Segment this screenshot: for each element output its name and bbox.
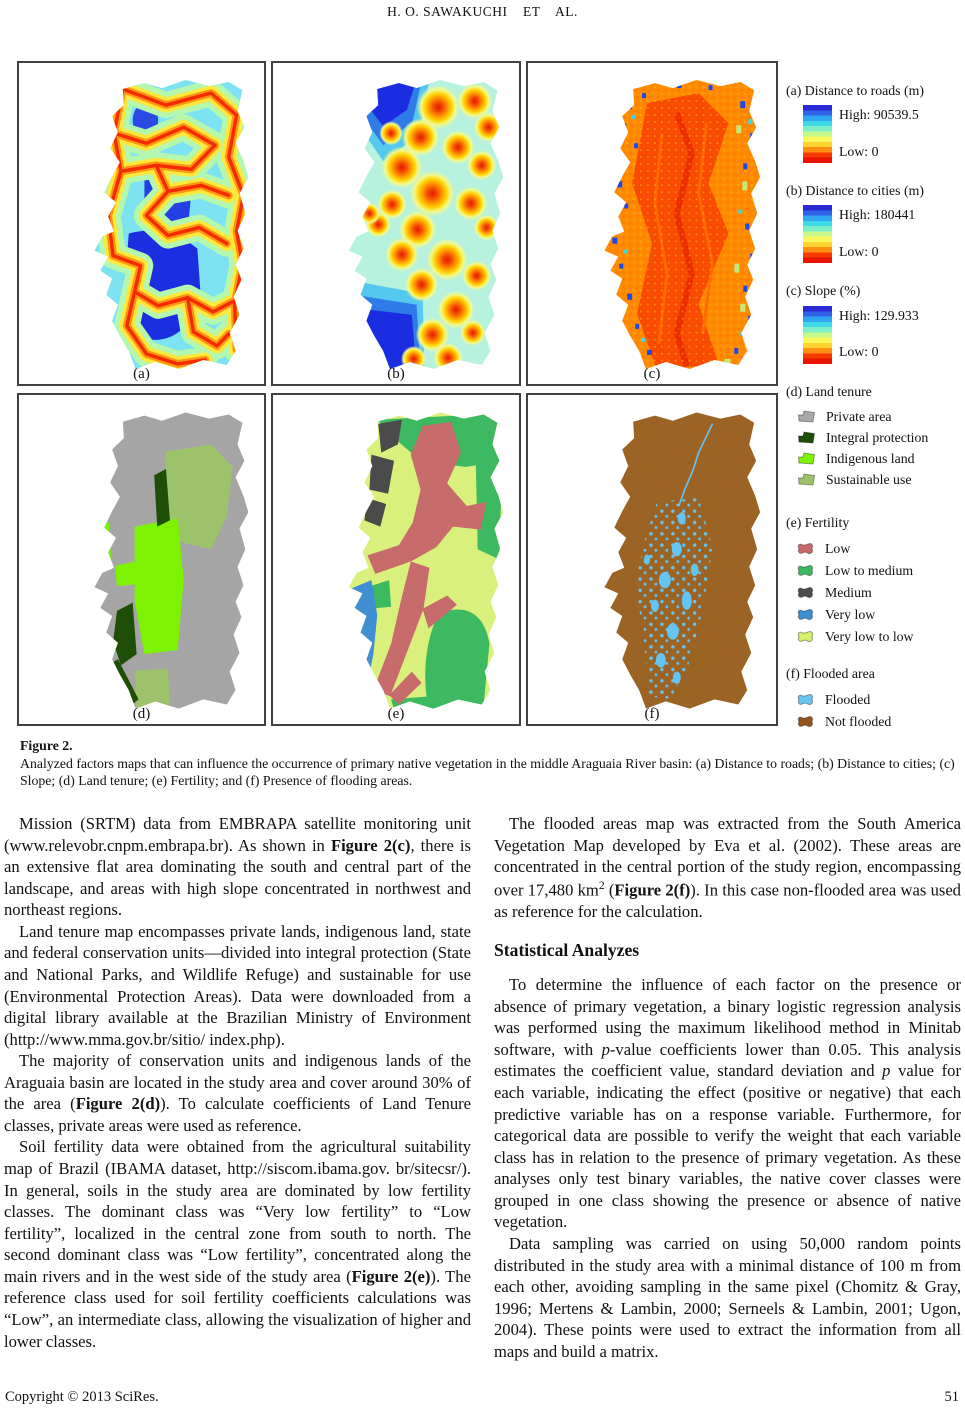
fertility-medium-swatch-icon — [796, 585, 816, 600]
figure-caption-title: Figure 2. — [20, 738, 73, 753]
fertility-very-low-to-low-swatch-icon — [796, 629, 816, 644]
sustainable-use-swatch-icon — [796, 472, 817, 487]
legend-item — [796, 427, 961, 448]
figure-2 — [17, 61, 961, 732]
running-head: H. O. SAWAKUCHI ET AL. — [387, 4, 578, 19]
distance-to-cities-map — [273, 63, 519, 384]
legend-title: (f) Flooded area — [786, 666, 875, 682]
paragraph: Data sampling was carried on using 50,000 random points distributed in the study area with a minimal distance of 100 m from each other, avoiding sampling in the same pixel (Chomitz & Gray, 1996; Mertens & Lambin, 2000; Serneels & Lambin, 2001; Ugon, 2004). These points were used to extract the information from all maps and build a matrix. — [494, 1233, 961, 1361]
ramp-high-label: High: 129.933 — [839, 307, 919, 323]
legend-item — [796, 625, 961, 647]
legend-title: (e) Fertility — [786, 514, 850, 530]
map-panel-d — [17, 393, 266, 726]
legend-distance-roads — [786, 82, 961, 163]
private-area-swatch-icon — [796, 409, 817, 424]
page-footer — [5, 1389, 959, 1406]
ramp-low-label: Low: 0 — [839, 144, 879, 159]
paragraph: The flooded areas map was extracted from the South America Vegetation Map developed by Eva et al. (2002). These areas are concentrated in the central portion of the study region, encompassing over 17,480 $km^2$ (Figure 2(f)). In this case non-flooded area was used as reference for the calculation. — [494, 814, 961, 921]
legend-item-label: Sustainable use — [826, 471, 912, 487]
legend-fertility — [786, 514, 961, 647]
slope-map — [528, 63, 776, 384]
figure-caption-text: Analyzed factors maps that can influence the occurrence of primary native vegetation in the middle Araguaia River basin: (a) Distance to roads; (b) Distance to cities; (c) Slope; (d) Land tenure; (e) Fertility; and (f) Presence of flooding areas. — [20, 755, 955, 789]
legend-item-label: Integral protection — [826, 429, 929, 445]
fertility-low-medium-swatch-icon — [796, 563, 816, 578]
ramp-low-label: Low: 0 — [839, 344, 879, 360]
left-column — [4, 813, 471, 1362]
paragraph: Soil fertility data were obtained from the agricultural suitability map of Brazil (IBAMA dataset, http://siscom.ibama.gov. br/sitecsr/). In general, soils in the study area are dominated by low fertility classes. The dominant class was “Very low fertility” to “Low fertility”, localized in the central zone from south to north. The second dominant class was “Low fertility”, concentrated along the main rivers and in the west side of the study area (Figure 2(e)). The reference class used for soil fertility coefficients calculations was “Low”, an intermediate class, allowing the visualization of higher and lower classes. — [4, 1137, 471, 1351]
right-column — [494, 813, 961, 1362]
flooded-area-map — [528, 395, 776, 724]
map-panels-grid — [17, 61, 778, 732]
fertility-low-swatch-icon — [796, 541, 816, 556]
color-ramp-bar — [803, 306, 832, 364]
legend-item-label: Flooded — [825, 691, 871, 707]
legend-item-label: Low to medium — [825, 562, 914, 578]
legend-item-label: Not flooded — [825, 713, 892, 729]
legend-slope — [786, 282, 961, 363]
legend-title: (d) Land tenure — [786, 383, 872, 399]
land-tenure-map — [19, 395, 264, 724]
legend-item — [796, 688, 961, 710]
legend-item-label: Low — [825, 540, 851, 556]
integral-protection-swatch-icon — [796, 430, 817, 445]
panel-label-f: (f) — [644, 706, 660, 722]
legend-distance-cities — [786, 182, 961, 263]
legend-item — [796, 537, 961, 559]
map-panel-e — [271, 393, 521, 726]
paragraph: Mission (SRTM) data from EMBRAPA satellite monitoring unit (www.relevobr.cnpm.embrapa.br). As shown in Figure 2(c), there is an extensive flat area dominating the south and central part of the landscape, and areas with high slope concentrated in northwest and northeast regions. — [4, 814, 471, 920]
legend-item-label: Private area — [826, 408, 892, 424]
fertility-map — [273, 395, 519, 724]
map-panel-c — [526, 61, 778, 386]
legend-item — [796, 603, 961, 625]
color-ramp-bar — [803, 105, 832, 163]
panel-label-a: (a) — [133, 366, 150, 382]
panel-label-d: (d) — [132, 706, 151, 722]
paragraph: Land tenure map encompasses private lands, indigenous land, state and federal conservation units—divided into integral protection (State and National Parks, and Wildlife Refuge) and sustainable for use (Environmental Protection Areas). Data were downloaded from a digital library available at the Brazilian Ministry of Environment (http://www.mma.gov.br/sitio/ index.php). — [4, 921, 471, 1049]
figure-legend — [786, 61, 961, 732]
map-panel-b — [271, 61, 521, 386]
legend-title: (b) Distance to cities (m) — [786, 183, 924, 199]
map-panel-a — [17, 61, 266, 386]
legend-item — [796, 581, 961, 603]
ramp-low-label: Low: 0 — [839, 244, 879, 260]
legend-title: (c) Slope (%) — [786, 283, 861, 299]
fertility-very-low-swatch-icon — [796, 607, 816, 622]
panel-label-c: (c) — [643, 366, 661, 382]
legend-land-tenure — [786, 383, 961, 490]
paragraph: To determine the influence of each factor on the presence or absence of primary vegetation, a binary logistic regression analysis was performed using the maximum likelihood method in Minitab software, with p-value coefficients lower than 0.05. This analysis estimates the coefficient value, standard deviation and p value for each variable, indicating the effect (positive or negative) that each predictive variable has on a response variable. Furthermore, for categorical data are possible to verify the weight that each variable class has in relation to the presence of primary vegetation. As these analyses only test binary variables, the native cover classes were grouped in one class showing the presence or absence of native vegetation. — [494, 975, 961, 1232]
not-flooded-swatch-icon — [796, 714, 816, 729]
panel-label-b: (b) — [387, 366, 405, 382]
page-number: 51 — [944, 1389, 959, 1405]
legend-title: (a) Distance to roads (m) — [786, 83, 924, 98]
legend-item-label: Very low to low — [825, 628, 914, 644]
legend-item — [796, 559, 961, 581]
figure-caption — [20, 737, 957, 790]
legend-item — [796, 406, 961, 427]
legend-item-label: Very low — [825, 606, 876, 622]
legend-item-label: Indigenous land — [826, 450, 915, 466]
ramp-high-label: High: 180441 — [839, 207, 916, 223]
map-panel-f — [526, 393, 778, 726]
ramp-high-label: High: 90539.5 — [839, 107, 919, 123]
indigenous-land-swatch-icon — [796, 451, 817, 466]
legend-item — [796, 448, 961, 469]
flooded-swatch-icon — [796, 692, 816, 707]
legend-item — [796, 710, 961, 732]
legend-flooded-area — [786, 665, 961, 732]
copyright-text: Copyright © 2013 SciRes. — [5, 1389, 159, 1405]
article-body — [4, 813, 961, 1362]
panel-label-e: (e) — [387, 706, 405, 722]
paragraph: The majority of conservation units and indigenous lands of the Araguaia basin are located in the study area and cover around 30% of the area (Figure 2(d)). To calculate coefficients of Land Tenure classes, private areas were used as reference. — [4, 1051, 472, 1135]
legend-item-label: Medium — [825, 584, 872, 600]
legend-item — [796, 469, 961, 490]
distance-to-roads-map — [19, 63, 264, 384]
section-heading: Statistical Analyzes — [494, 940, 640, 961]
color-ramp-bar — [803, 205, 832, 263]
